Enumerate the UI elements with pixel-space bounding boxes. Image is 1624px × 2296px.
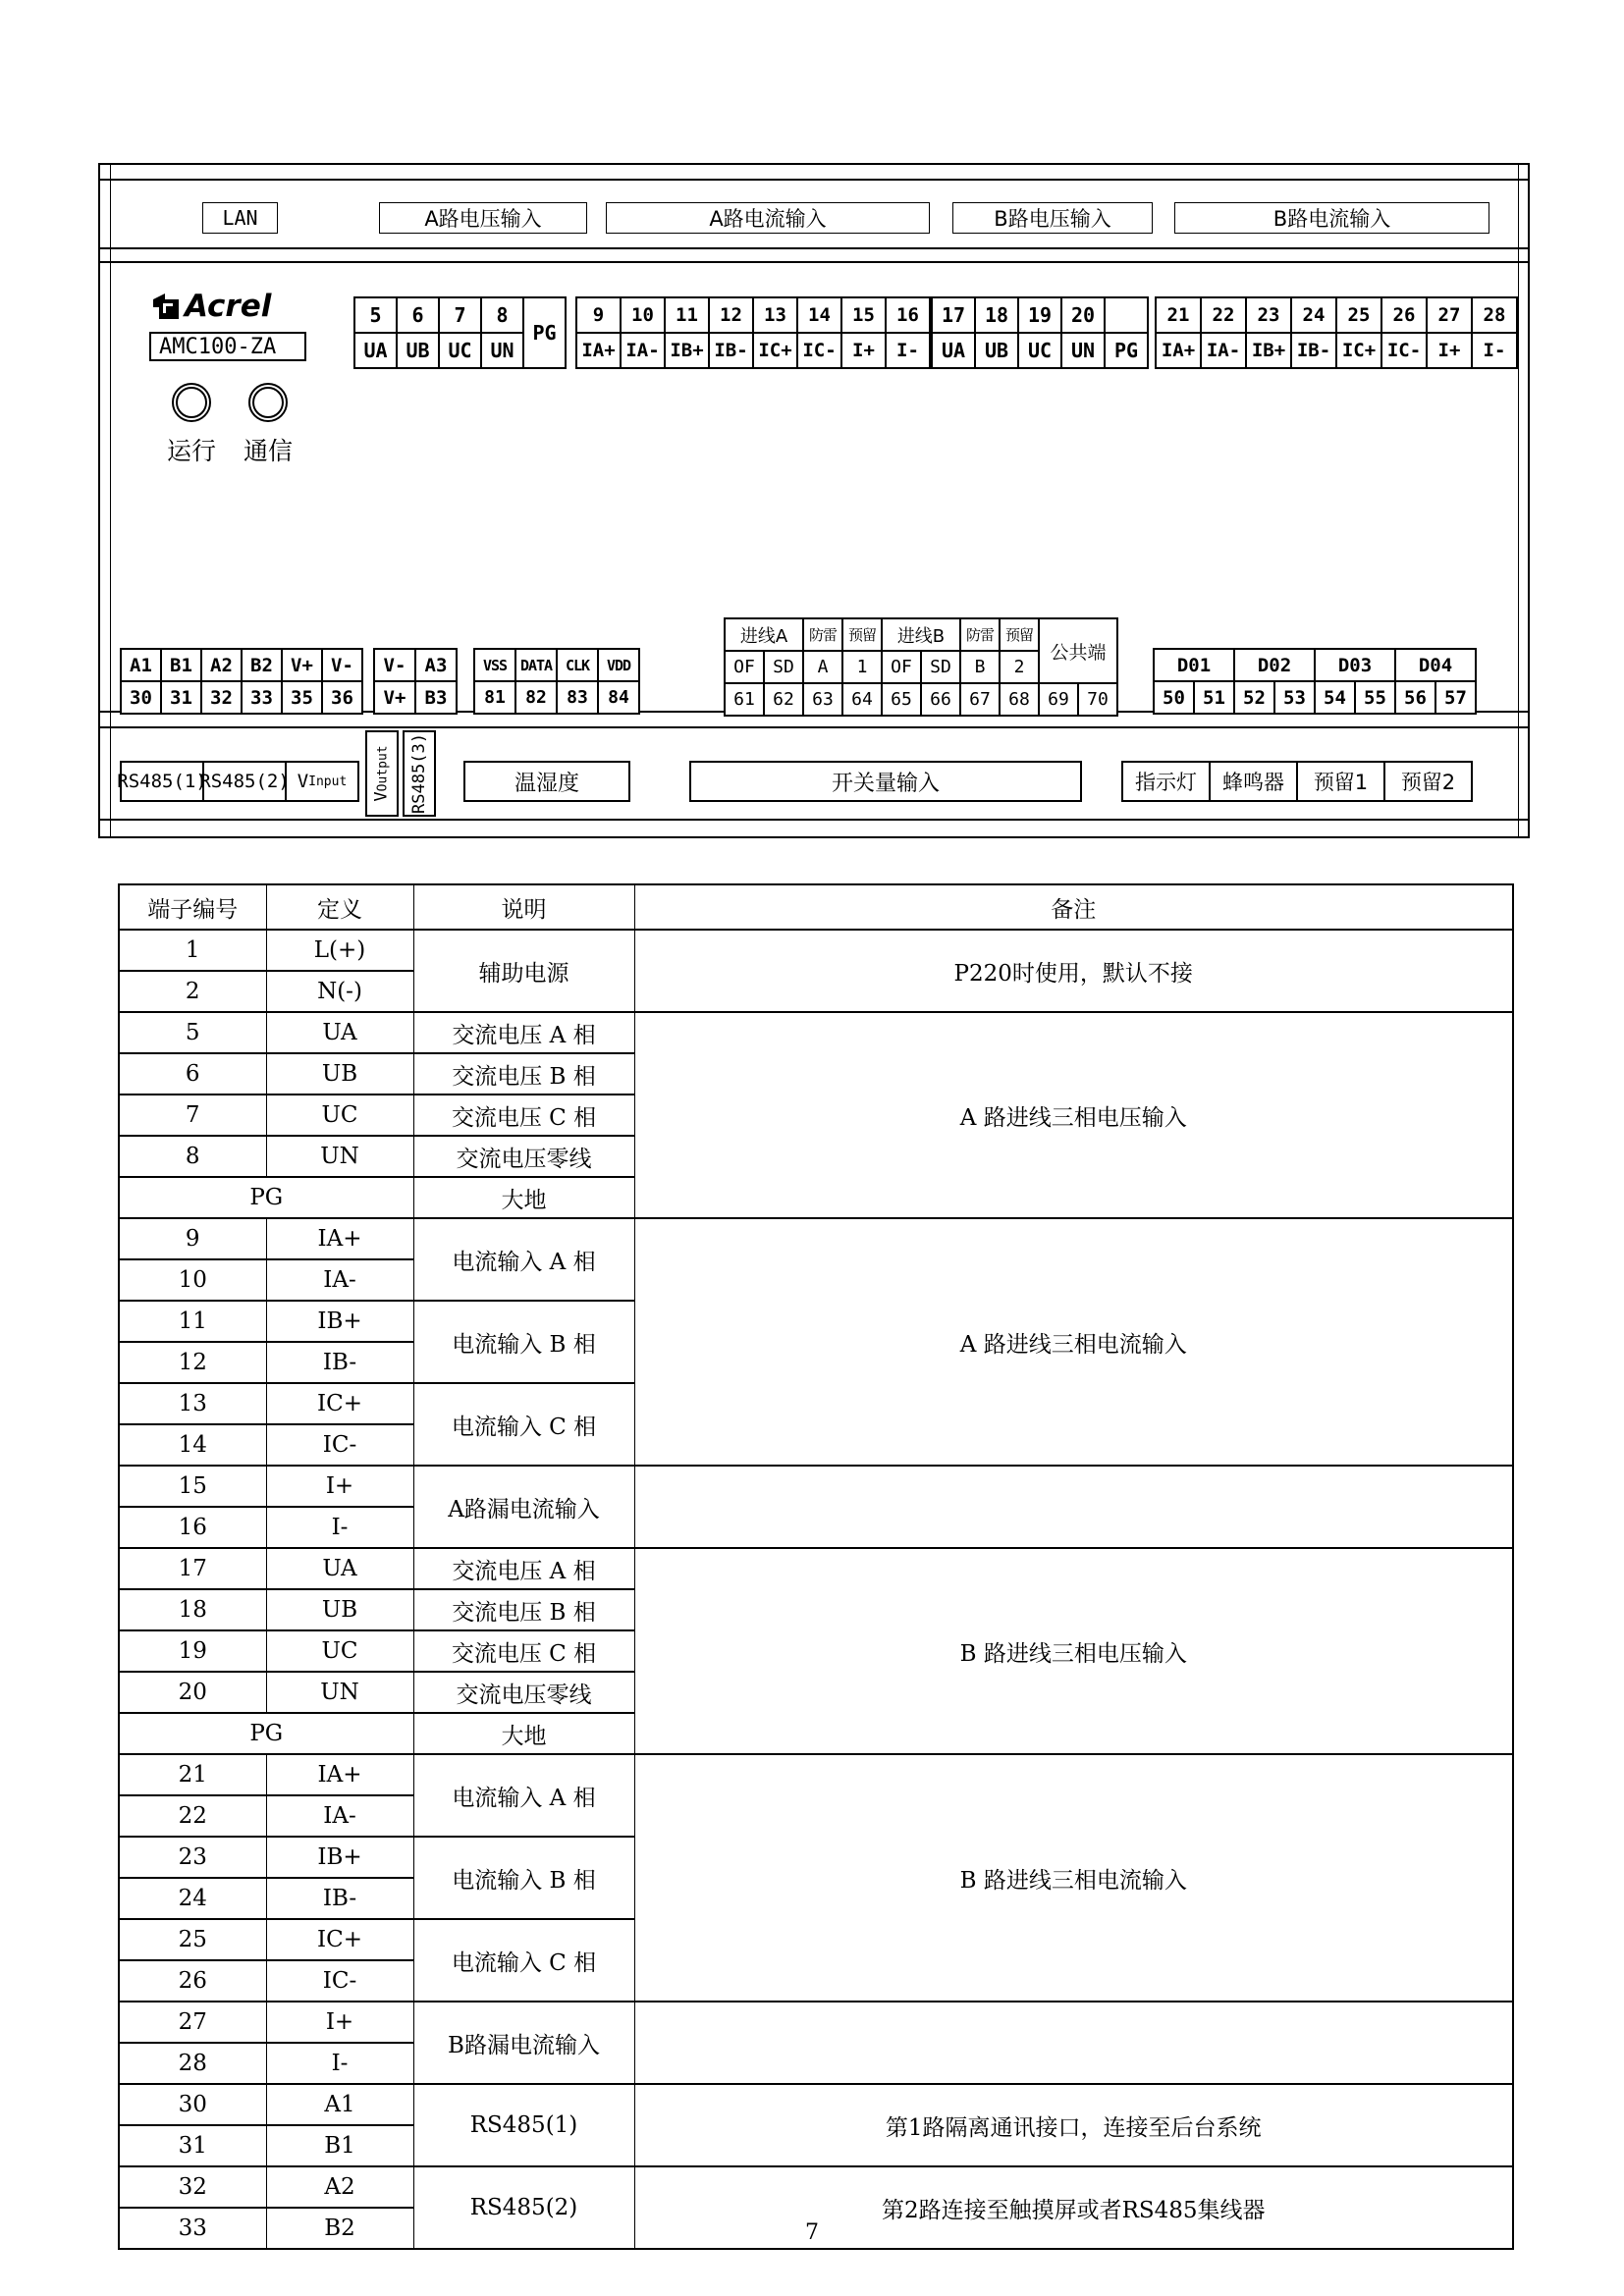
terminal-cell: 64 bbox=[842, 683, 882, 716]
table-row bbox=[119, 1012, 1513, 1053]
temp-humidity-label: 温湿度 bbox=[514, 771, 579, 796]
terminal-cell: IB- bbox=[1291, 333, 1336, 368]
rs485-3-label-box bbox=[403, 730, 436, 817]
table-cell: IC+ bbox=[266, 1919, 413, 1960]
terminal-cell: 21 bbox=[1156, 297, 1201, 333]
terminal-strip-sensor bbox=[473, 648, 640, 715]
terminal-cell: 公共端 bbox=[1039, 618, 1117, 683]
terminal-cell: B bbox=[960, 651, 1000, 683]
terminal-cell: 2 bbox=[1000, 651, 1039, 683]
table-cell: A 路进线三相电压输入 bbox=[634, 1012, 1513, 1218]
table-cell: 10 bbox=[119, 1259, 266, 1301]
table-cell: IC+ bbox=[266, 1383, 413, 1424]
terminal-cell: IC- bbox=[797, 333, 841, 368]
table-cell: 电流输入 B 相 bbox=[413, 1301, 634, 1383]
terminal-cell: 1 bbox=[842, 651, 882, 683]
terminal-cell: B1 bbox=[161, 649, 201, 681]
terminal-cell: D02 bbox=[1234, 649, 1315, 681]
label-b-voltage-text: B路电压输入 bbox=[994, 207, 1111, 231]
terminal-cell: 17 bbox=[932, 297, 975, 333]
table-cell: IC- bbox=[266, 1960, 413, 2002]
buzzer-label: 蜂鸣器 bbox=[1209, 763, 1296, 800]
label-lan bbox=[202, 202, 278, 234]
table-cell: 大地 bbox=[413, 1713, 634, 1754]
table-cell: 7 bbox=[119, 1095, 266, 1136]
table-cell: 电流输入 C 相 bbox=[413, 1919, 634, 2002]
terminal-cell: 55 bbox=[1355, 681, 1395, 714]
terminal-cell: DATA bbox=[515, 649, 557, 681]
indicator-label-box bbox=[1121, 761, 1473, 802]
terminal-cell: 63 bbox=[803, 683, 842, 716]
table-cell: 33 bbox=[119, 2208, 266, 2249]
table-cell: 交流电压 A 相 bbox=[413, 1012, 634, 1053]
v-input-label bbox=[285, 763, 357, 800]
table-cell: 15 bbox=[119, 1466, 266, 1507]
terminal-cell: UC bbox=[1018, 333, 1061, 368]
table-cell: B路漏电流输入 bbox=[413, 2002, 634, 2084]
table-cell: 30 bbox=[119, 2084, 266, 2125]
run-led-ring bbox=[176, 387, 207, 418]
terminal-cell: 32 bbox=[201, 681, 242, 714]
model-number: AMC100-ZA bbox=[149, 332, 306, 361]
v-output-label-box bbox=[365, 730, 399, 817]
table-cell: 电流输入 B 相 bbox=[413, 1837, 634, 1919]
table-cell: 交流电压 C 相 bbox=[413, 1630, 634, 1672]
terminal-cell: 14 bbox=[797, 297, 841, 333]
terminal-strip-b-voltage bbox=[931, 296, 1149, 369]
terminal-cell: 69 bbox=[1039, 683, 1078, 716]
terminal-cell: 22 bbox=[1201, 297, 1246, 333]
terminal-strip-a-current bbox=[575, 296, 931, 369]
terminal-cell: 83 bbox=[557, 681, 598, 714]
table-row bbox=[119, 2166, 1513, 2208]
table-cell: 25 bbox=[119, 1919, 266, 1960]
rs485-1-label: RS485(1) bbox=[117, 771, 207, 792]
table-cell: 交流电压 B 相 bbox=[413, 1053, 634, 1095]
v-output-label bbox=[372, 745, 392, 801]
table-cell: 23 bbox=[119, 1837, 266, 1878]
terminal-strip-b-current bbox=[1155, 296, 1518, 369]
terminal-cell: 15 bbox=[841, 297, 886, 333]
table-row bbox=[119, 2002, 1513, 2043]
table-cell: 第2路连接至触摸屏或者RS485集线器 bbox=[634, 2166, 1513, 2249]
v-output-sub: Output bbox=[376, 745, 391, 792]
table-cell: 交流电压 C 相 bbox=[413, 1095, 634, 1136]
v-input-sub: Input bbox=[308, 774, 348, 789]
table-cell: 交流电压零线 bbox=[413, 1672, 634, 1713]
table-cell: B1 bbox=[266, 2125, 413, 2166]
table-cell: UN bbox=[266, 1136, 413, 1177]
terminal-cell: B3 bbox=[415, 681, 457, 714]
terminal-cell: UA bbox=[354, 333, 397, 368]
comm-ports-label-box bbox=[117, 761, 359, 802]
table-cell: I+ bbox=[266, 1466, 413, 1507]
terminal-cell: 进线A bbox=[725, 618, 803, 651]
terminal-cell: 68 bbox=[1000, 683, 1039, 716]
terminal-strip-aux bbox=[373, 648, 458, 715]
table-cell: 5 bbox=[119, 1012, 266, 1053]
terminal-cell: 81 bbox=[474, 681, 515, 714]
table-cell: 20 bbox=[119, 1672, 266, 1713]
table-row bbox=[119, 930, 1513, 971]
table-cell: 26 bbox=[119, 1960, 266, 2002]
terminal-cell: UC bbox=[439, 333, 481, 368]
terminal-cell: 24 bbox=[1291, 297, 1336, 333]
brand-logo bbox=[151, 289, 271, 324]
terminal-definition-table bbox=[118, 883, 1514, 2250]
table-cell: IA- bbox=[266, 1795, 413, 1837]
table-cell: UB bbox=[266, 1589, 413, 1630]
terminal-cell: 36 bbox=[322, 681, 362, 714]
terminal-strip-digital-input bbox=[724, 617, 1118, 717]
terminal-cell: 84 bbox=[598, 681, 639, 714]
terminal-cell: 防雷 bbox=[803, 618, 842, 651]
terminal-cell: 52 bbox=[1234, 681, 1274, 714]
table-cell: I+ bbox=[266, 2002, 413, 2043]
terminal-cell: UA bbox=[932, 333, 975, 368]
terminal-cell: 10 bbox=[621, 297, 665, 333]
terminal-cell: D01 bbox=[1154, 649, 1234, 681]
table-cell: 8 bbox=[119, 1136, 266, 1177]
table-column-header: 端子编号 bbox=[119, 884, 266, 930]
panel-divider bbox=[100, 819, 1528, 821]
terminal-cell: 62 bbox=[764, 683, 803, 716]
terminal-cell: 26 bbox=[1381, 297, 1427, 333]
terminal-cell: 12 bbox=[709, 297, 753, 333]
table-cell: UA bbox=[266, 1012, 413, 1053]
label-a-voltage-text: A路电压输入 bbox=[424, 207, 542, 231]
label-lan-text: LAN bbox=[222, 206, 258, 230]
terminal-cell: 35 bbox=[282, 681, 322, 714]
table-cell: 11 bbox=[119, 1301, 266, 1342]
terminal-cell: A3 bbox=[415, 649, 457, 681]
table-cell: 13 bbox=[119, 1383, 266, 1424]
table-cell: L(+) bbox=[266, 930, 413, 971]
terminal-cell: IB+ bbox=[665, 333, 709, 368]
label-a-current-text: A路电流输入 bbox=[709, 207, 827, 231]
terminal-cell: IA- bbox=[1201, 333, 1246, 368]
terminal-cell: PG bbox=[1105, 333, 1148, 368]
label-b-voltage-input bbox=[952, 202, 1153, 234]
table-cell: 19 bbox=[119, 1630, 266, 1672]
terminal-strip-digital-output bbox=[1153, 648, 1477, 715]
table-cell: RS485(2) bbox=[413, 2166, 634, 2249]
table-cell: B 路进线三相电流输入 bbox=[634, 1754, 1513, 2002]
table-cell: PG bbox=[119, 1713, 413, 1754]
terminal-cell: VSS bbox=[474, 649, 515, 681]
terminal-strip-a-voltage bbox=[353, 296, 567, 369]
table-cell: 6 bbox=[119, 1053, 266, 1095]
terminal-cell: SD bbox=[921, 651, 960, 683]
table-cell: 交流电压零线 bbox=[413, 1136, 634, 1177]
terminal-cell: 57 bbox=[1435, 681, 1476, 714]
table-cell: UN bbox=[266, 1672, 413, 1713]
panel-divider bbox=[100, 726, 1528, 728]
panel-edge-line bbox=[110, 165, 111, 836]
table-row bbox=[119, 1218, 1513, 1259]
brand-name: Acrel bbox=[185, 289, 272, 324]
terminal-cell: 56 bbox=[1395, 681, 1435, 714]
table-cell: P220时使用，默认不接 bbox=[634, 930, 1513, 1012]
table-cell: N(-) bbox=[266, 971, 413, 1012]
terminal-cell: 31 bbox=[161, 681, 201, 714]
table-cell: 24 bbox=[119, 1878, 266, 1919]
table-cell bbox=[634, 1466, 1513, 1548]
terminal-cell: IA- bbox=[621, 333, 665, 368]
indicator-lamp-label: 指示灯 bbox=[1135, 771, 1197, 794]
comm-led-indicator bbox=[248, 383, 288, 422]
table-cell: UB bbox=[266, 1053, 413, 1095]
terminal-cell: 51 bbox=[1194, 681, 1234, 714]
table-cell: I- bbox=[266, 2043, 413, 2084]
table-cell: A 路进线三相电流输入 bbox=[634, 1218, 1513, 1466]
v-output-main: V bbox=[372, 791, 392, 802]
table-cell: UA bbox=[266, 1548, 413, 1589]
table-cell: 大地 bbox=[413, 1177, 634, 1218]
terminal-cell: IC+ bbox=[1336, 333, 1381, 368]
table-cell: IB+ bbox=[266, 1301, 413, 1342]
terminal-cell: 5 bbox=[354, 297, 397, 333]
device-panel-diagram bbox=[98, 163, 1530, 838]
table-cell: 电流输入 A 相 bbox=[413, 1754, 634, 1837]
table-cell: IC- bbox=[266, 1424, 413, 1466]
terminal-cell: 8 bbox=[481, 297, 523, 333]
table-cell: 9 bbox=[119, 1218, 266, 1259]
table-cell: 16 bbox=[119, 1507, 266, 1548]
table-cell: 18 bbox=[119, 1589, 266, 1630]
page-number: 7 bbox=[805, 2220, 819, 2245]
table-cell: B 路进线三相电压输入 bbox=[634, 1548, 1513, 1754]
terminal-cell: IA+ bbox=[576, 333, 621, 368]
table-cell: IA- bbox=[266, 1259, 413, 1301]
panel-edge-line bbox=[1518, 165, 1519, 836]
table-column-header: 备注 bbox=[634, 884, 1513, 930]
terminal-cell: UN bbox=[1061, 333, 1105, 368]
terminal-cell: 6 bbox=[397, 297, 439, 333]
acrel-logo-icon bbox=[151, 292, 181, 321]
rs485-3-label: RS485(3) bbox=[409, 733, 430, 814]
terminal-cell: PG bbox=[523, 297, 566, 368]
table-row bbox=[119, 1754, 1513, 1795]
terminal-cell: 30 bbox=[121, 681, 161, 714]
terminal-cell: 19 bbox=[1018, 297, 1061, 333]
table-cell: 17 bbox=[119, 1548, 266, 1589]
terminal-cell: V- bbox=[374, 649, 415, 681]
terminal-cell: 28 bbox=[1472, 297, 1517, 333]
terminal-cell: 防雷 bbox=[960, 618, 1000, 651]
table-row bbox=[119, 1466, 1513, 1507]
panel-divider bbox=[100, 247, 1528, 249]
table-cell: 交流电压 A 相 bbox=[413, 1548, 634, 1589]
terminal-cell: 20 bbox=[1061, 297, 1105, 333]
terminal-cell: D03 bbox=[1315, 649, 1395, 681]
terminal-strip-rs485-power bbox=[120, 648, 363, 715]
table-row bbox=[119, 2084, 1513, 2125]
reserved1-label: 预留1 bbox=[1296, 763, 1383, 800]
table-cell: B2 bbox=[266, 2208, 413, 2249]
table-cell: 电流输入 A 相 bbox=[413, 1218, 634, 1301]
terminal-cell: IA+ bbox=[1156, 333, 1201, 368]
terminal-cell: I- bbox=[886, 333, 930, 368]
table-cell: 辅助电源 bbox=[413, 930, 634, 1012]
terminal-cell: 11 bbox=[665, 297, 709, 333]
terminal-cell: 70 bbox=[1078, 683, 1117, 716]
digital-input-label: 开关量输入 bbox=[831, 771, 940, 796]
terminal-cell: A2 bbox=[201, 649, 242, 681]
terminal-cell: 预留 bbox=[842, 618, 882, 651]
table-cell: 32 bbox=[119, 2166, 266, 2208]
terminal-cell: 50 bbox=[1154, 681, 1194, 714]
table-cell: 28 bbox=[119, 2043, 266, 2084]
temp-humidity-label-box bbox=[463, 761, 630, 802]
terminal-cell: 53 bbox=[1274, 681, 1315, 714]
run-led-label: 运行 bbox=[166, 437, 216, 465]
terminal-cell: 67 bbox=[960, 683, 1000, 716]
terminal-cell: 预留 bbox=[1000, 618, 1039, 651]
terminal-cell: 23 bbox=[1246, 297, 1291, 333]
terminal-cell: V- bbox=[322, 649, 362, 681]
terminal-cell: 16 bbox=[886, 297, 930, 333]
table-cell: IB- bbox=[266, 1342, 413, 1383]
terminal-cell: IB- bbox=[709, 333, 753, 368]
table-cell: IA+ bbox=[266, 1754, 413, 1795]
terminal-cell: A bbox=[803, 651, 842, 683]
terminal-cell: IC- bbox=[1381, 333, 1427, 368]
table-row bbox=[119, 1548, 1513, 1589]
label-a-current-input bbox=[606, 202, 930, 234]
table-cell: 14 bbox=[119, 1424, 266, 1466]
panel-divider bbox=[100, 261, 1528, 263]
terminal-cell: I+ bbox=[1427, 333, 1472, 368]
table-cell: A路漏电流输入 bbox=[413, 1466, 634, 1548]
terminal-cell: B2 bbox=[242, 649, 282, 681]
terminal-cell: 18 bbox=[975, 297, 1018, 333]
terminal-cell: 25 bbox=[1336, 297, 1381, 333]
table-cell: 12 bbox=[119, 1342, 266, 1383]
table-cell: 27 bbox=[119, 2002, 266, 2043]
table-cell: 2 bbox=[119, 971, 266, 1012]
terminal-cell: 13 bbox=[753, 297, 797, 333]
terminal-cell: IB+ bbox=[1246, 333, 1291, 368]
terminal-cell: I+ bbox=[841, 333, 886, 368]
table-cell: 1 bbox=[119, 930, 266, 971]
terminal-cell: 82 bbox=[515, 681, 557, 714]
table-cell: A2 bbox=[266, 2166, 413, 2208]
terminal-cell: UB bbox=[397, 333, 439, 368]
table-cell: IB+ bbox=[266, 1837, 413, 1878]
table-cell: 交流电压 B 相 bbox=[413, 1589, 634, 1630]
terminal-cell: VDD bbox=[598, 649, 639, 681]
table-cell: IB- bbox=[266, 1878, 413, 1919]
table-cell: IA+ bbox=[266, 1218, 413, 1259]
table-cell: 22 bbox=[119, 1795, 266, 1837]
terminal-cell bbox=[1105, 297, 1148, 333]
terminal-cell: V+ bbox=[282, 649, 322, 681]
terminal-cell: 54 bbox=[1315, 681, 1355, 714]
terminal-cell: IC+ bbox=[753, 333, 797, 368]
table-cell: 第1路隔离通讯接口，连接至后台系统 bbox=[634, 2084, 1513, 2166]
label-b-current-text: B路电流输入 bbox=[1272, 207, 1391, 231]
terminal-cell: D04 bbox=[1395, 649, 1476, 681]
terminal-cell: UN bbox=[481, 333, 523, 368]
terminal-cell: OF bbox=[725, 651, 764, 683]
table-column-header: 定义 bbox=[266, 884, 413, 930]
terminal-cell: V+ bbox=[374, 681, 415, 714]
table-column-header: 说明 bbox=[413, 884, 634, 930]
digital-input-label-box bbox=[689, 761, 1082, 802]
terminal-cell: CLK bbox=[557, 649, 598, 681]
terminal-cell: 66 bbox=[921, 683, 960, 716]
terminal-cell: 27 bbox=[1427, 297, 1472, 333]
table-cell: I- bbox=[266, 1507, 413, 1548]
terminal-cell: 9 bbox=[576, 297, 621, 333]
terminal-cell: 65 bbox=[882, 683, 921, 716]
terminal-cell: 7 bbox=[439, 297, 481, 333]
run-led-indicator bbox=[172, 383, 211, 422]
label-a-voltage-input bbox=[379, 202, 587, 234]
terminal-cell: A1 bbox=[121, 649, 161, 681]
terminal-cell: SD bbox=[764, 651, 803, 683]
table-cell: PG bbox=[119, 1177, 413, 1218]
table-cell: UC bbox=[266, 1095, 413, 1136]
table-cell: 电流输入 C 相 bbox=[413, 1383, 634, 1466]
table-cell bbox=[634, 2002, 1513, 2084]
table-cell: RS485(1) bbox=[413, 2084, 634, 2166]
terminal-cell: OF bbox=[882, 651, 921, 683]
rs485-2-label: RS485(2) bbox=[202, 763, 285, 800]
table-cell: 31 bbox=[119, 2125, 266, 2166]
reserved2-label: 预留2 bbox=[1383, 763, 1471, 800]
table-cell: UC bbox=[266, 1630, 413, 1672]
comm-led-label: 通信 bbox=[243, 437, 293, 465]
panel-divider bbox=[100, 179, 1528, 181]
table-cell: 21 bbox=[119, 1754, 266, 1795]
terminal-cell: I- bbox=[1472, 333, 1517, 368]
terminal-cell: 进线B bbox=[882, 618, 960, 651]
v-input-main: V bbox=[297, 771, 309, 792]
terminal-cell: UB bbox=[975, 333, 1018, 368]
terminal-cell: 61 bbox=[725, 683, 764, 716]
label-b-current-input bbox=[1174, 202, 1489, 234]
terminal-cell: 33 bbox=[242, 681, 282, 714]
table-cell: A1 bbox=[266, 2084, 413, 2125]
comm-led-ring bbox=[252, 387, 284, 418]
